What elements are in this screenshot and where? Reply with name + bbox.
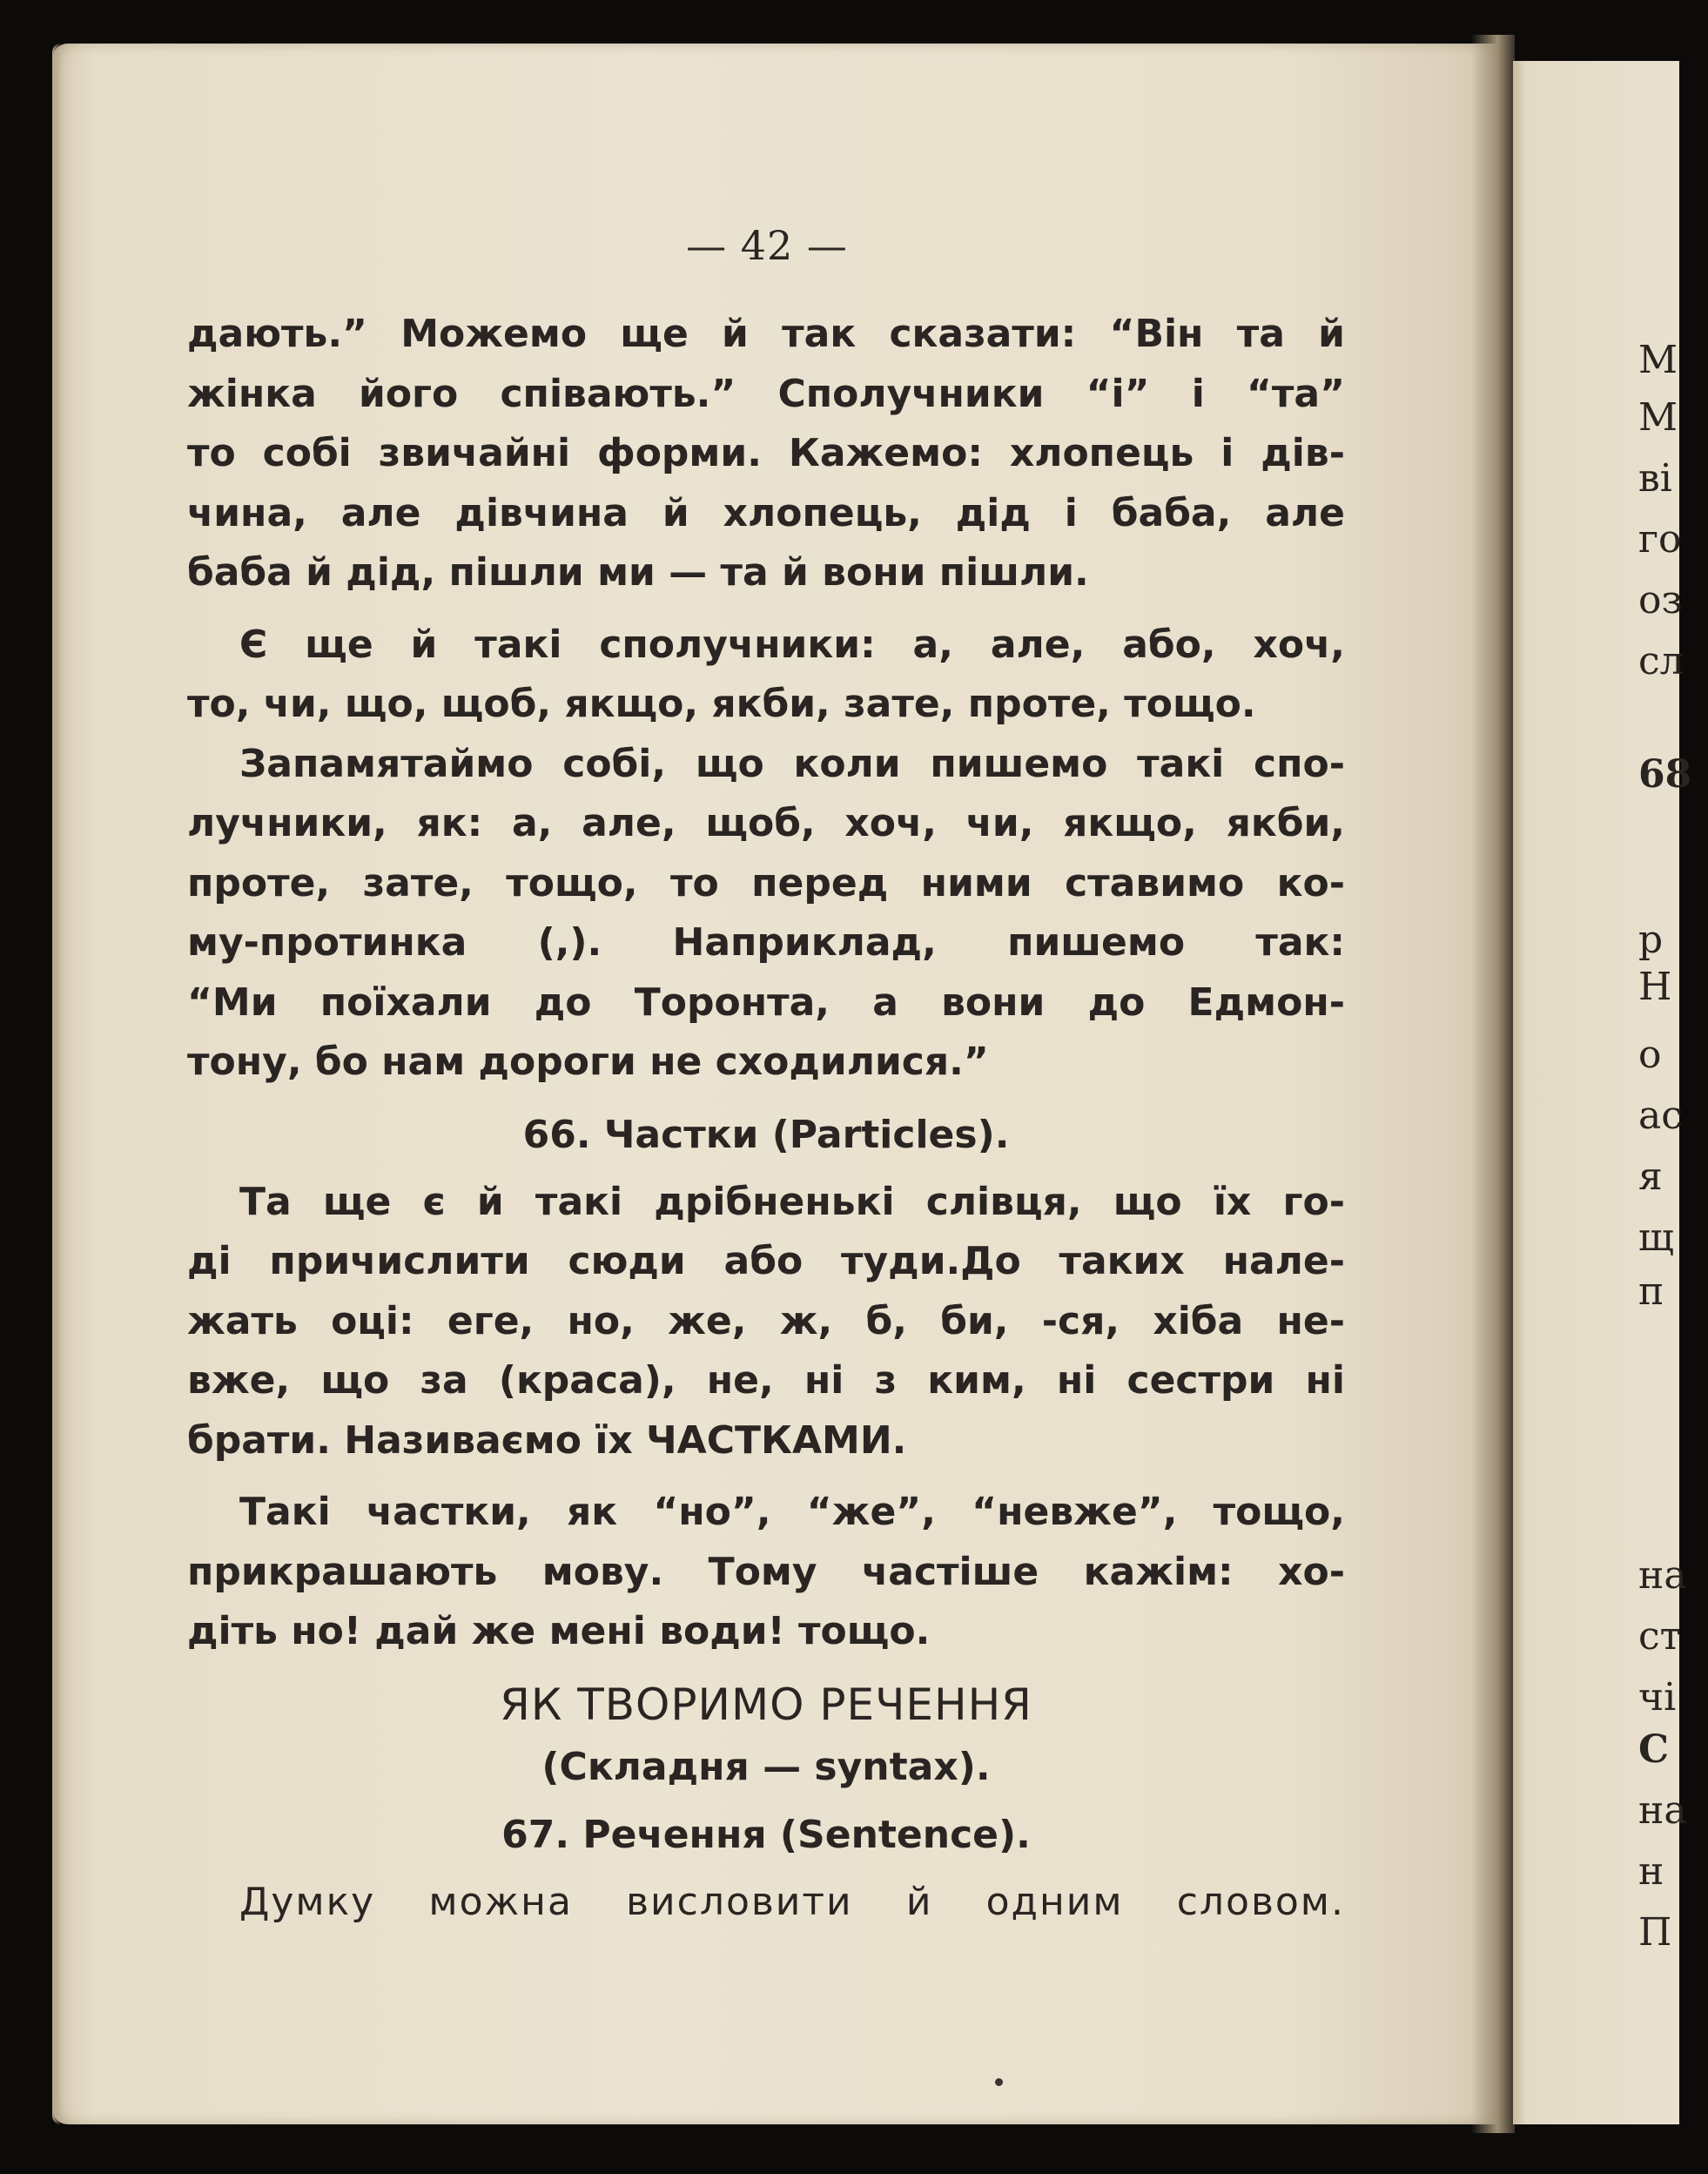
paragraph [187,1483,1345,1662]
text-line: діть но! дай же мені води! тощо. [187,1609,931,1653]
text-line: вже, що за (краса), не, ні з ким, ні сестри ні [187,1358,1345,1403]
page-number: — 42 — [686,222,848,269]
right-page-fragment: П [1638,1910,1672,1955]
right-page-fragment: на [1638,1553,1687,1598]
right-page-fragment: я [1638,1154,1663,1199]
paragraph [187,1173,1345,1471]
paragraph [187,735,1345,1093]
paragraph [187,1873,1345,1933]
right-page-fragment: р [1638,918,1664,962]
right-page-fragment: М [1638,338,1678,382]
book-gutter [1471,35,1515,2133]
right-page-fragment: Н [1638,965,1672,1009]
text-line: Та ще є й такі дрібненькі слівця, що їх го- [239,1179,1345,1224]
right-page-text [1638,0,1708,2174]
chapter-subtitle: (Складня — syntax). [541,1744,991,1789]
chapter-title: ЯК ТВОРИМО РЕЧЕННЯ [500,1679,1032,1730]
right-page-fragment: щ [1638,1215,1674,1260]
right-page-fragment: оз [1638,578,1683,623]
text-line: лучники, як: а, але, щоб, хоч, чи, якщо, якби, [187,801,1345,845]
text-line: му-протинка (,). Наприклад, пишемо так: [187,920,1345,965]
section-heading-67: 67. Речення (Sentence). [501,1812,1031,1857]
text-line: то, чи, що, щоб, якщо, якби, зате, проте, тощо. [187,682,1256,726]
text-line: Є ще й такі сполучники: а, але, або, хоч, [239,622,1345,667]
right-page-fragment: ст [1638,1614,1681,1659]
right-page-fragment: ві [1638,456,1672,501]
text-line: жінка його співають.” Сполучники “і” і “та” [187,371,1345,416]
text-line: проте, зате, тощо, то перед ними ставимо ко- [187,860,1345,905]
paragraph [187,616,1345,735]
text-line: Запамятаймо собі, що коли пишемо такі спо- [239,741,1345,786]
right-page-fragment: сл [1638,639,1684,683]
right-page-fragment: о [1638,1033,1662,1077]
text-line: тону, бо нам дороги не сходилися.” [187,1040,989,1084]
paragraph [187,305,1345,603]
right-page-fragment: ас [1638,1094,1683,1138]
text-line: то собі звичайні форми. Кажемо: хлопець і дів- [187,431,1345,475]
ink-speck [995,2078,1003,2086]
text-line: баба й дід, пішли ми — та й вони пішли. [187,550,1089,595]
text-line: “Ми поїхали до Торонта, а вони до Едмон- [187,979,1345,1025]
text-line: Думку можна висловити й одним словом. [239,1879,1345,1924]
right-page-fragment: 68 [1638,752,1692,797]
section-heading-66: 66. Частки (Particles). [522,1112,1010,1157]
right-page-fragment: п [1638,1269,1664,1314]
text-line: чина, але дівчина й хлопець, дід і баба, але [187,490,1345,535]
page-body [187,305,1345,1944]
right-page-fragment: н [1638,1849,1664,1894]
text-line: ді причислити сюди або туди.До таких нале- [187,1239,1345,1283]
right-page-fragment: на [1638,1788,1687,1833]
text-line: Такі частки, як “но”, “же”, “невже”, тощо, [239,1490,1345,1534]
right-page-fragment: М [1638,395,1678,440]
right-page-fragment: го [1638,517,1682,562]
text-line: прикрашають мову. Тому частіше кажім: хо- [187,1549,1345,1594]
text-line: брати. Називаємо їх ЧАСТКАМИ. [187,1417,907,1463]
right-page-fragment: чі [1638,1675,1677,1720]
right-page-fragment: С [1638,1727,1670,1772]
text-line: жать оці: еге, но, же, ж, б, би, -ся, хіба не- [187,1298,1345,1343]
text-line: дають.” Можемо ще й так сказати: “Він та й [187,312,1345,356]
